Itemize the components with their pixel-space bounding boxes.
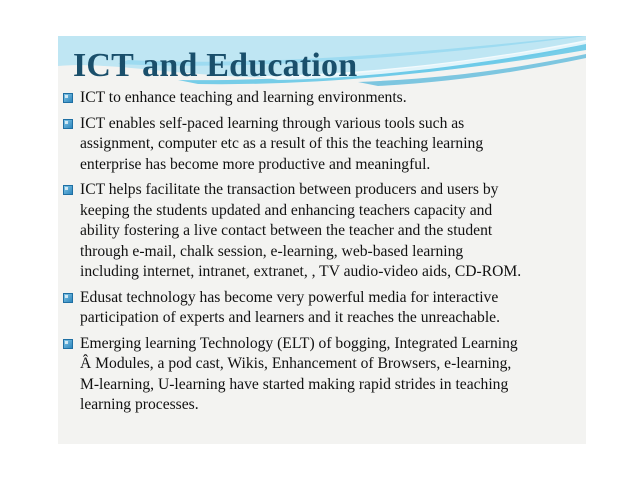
bullet-item <box>62 114 580 176</box>
bullet-item <box>62 334 580 416</box>
bullet-line: Edusat technology has become very powerful media for interactive <box>80 288 499 306</box>
square-bullet-icon <box>63 93 73 103</box>
bullet-line: Â Modules, a pod cast, Wikis, Enhancement of Browsers, e-learning, <box>80 355 512 372</box>
bullet-line: learning processes. <box>80 396 199 413</box>
slide <box>58 36 586 444</box>
bullet-item <box>62 180 580 283</box>
square-bullet-icon <box>63 339 73 349</box>
square-bullet-icon <box>63 119 73 129</box>
bullet-line: through e-mail, chalk session, e-learning, web-based learning <box>80 242 464 260</box>
bullet-line: ICT helps facilitate the transaction between producers and users by <box>80 181 499 198</box>
bullet-line: including internet, intranet, extranet, , TV audio-video aids, CD-ROM. <box>80 263 522 280</box>
slide-title: ICT and Education <box>73 47 358 84</box>
bullet-item <box>62 88 580 109</box>
bullet-item <box>62 288 580 329</box>
square-bullet-icon <box>63 185 73 195</box>
bullet-line: keeping the students updated and enhancing teachers capacity and <box>80 201 493 219</box>
bullet-line: participation of experts and learners and it reaches the unreachable. <box>80 309 500 326</box>
bullet-line: ability fostering a live contact between the teacher and the student <box>80 222 493 239</box>
bullet-line: ICT to enhance teaching and learning environments. <box>80 89 407 106</box>
bullet-line: assignment, computer etc as a result of this the teaching learning <box>80 135 484 152</box>
bullet-list <box>62 88 580 421</box>
bullet-line: ICT enables self-paced learning through various tools such as <box>80 114 465 132</box>
bullet-line: enterprise has become more productive and meaningful. <box>80 155 431 173</box>
bullet-line: Emerging learning Technology (ELT) of bogging, Integrated Learning <box>80 334 518 352</box>
bullet-line: M-learning, U-learning have started making rapid strides in teaching <box>80 375 509 393</box>
square-bullet-icon <box>63 293 73 303</box>
